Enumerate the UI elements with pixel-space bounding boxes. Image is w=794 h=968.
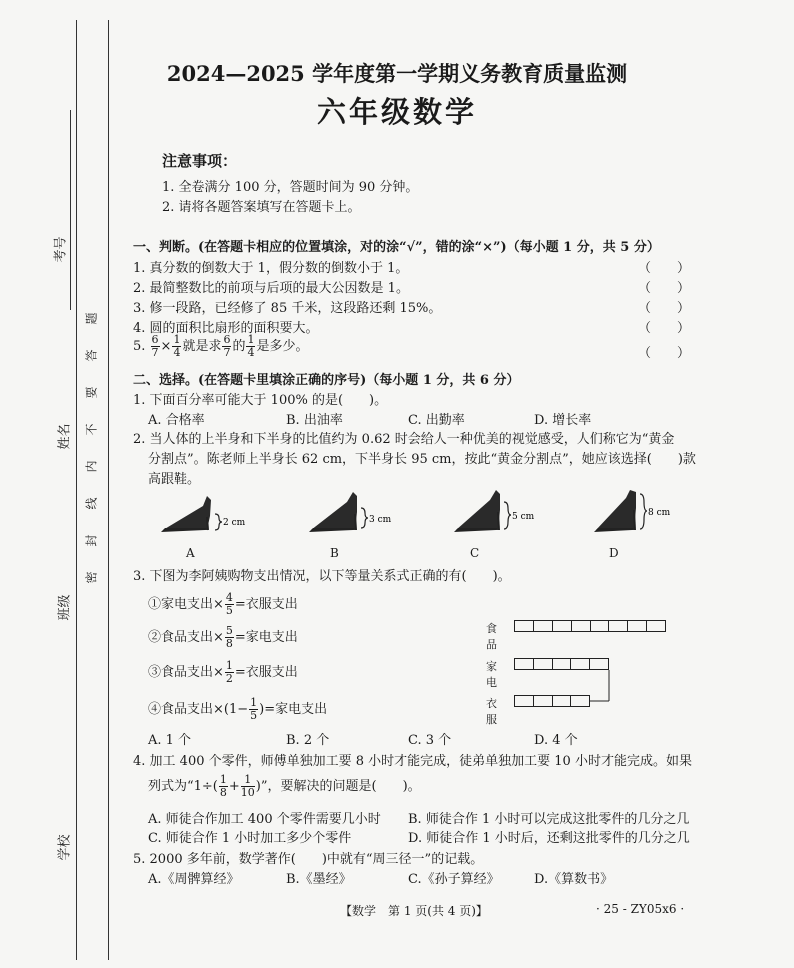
appliance-label: 家电 — [486, 660, 497, 689]
seal-char: 题 — [84, 312, 99, 325]
q2-line-1: 2. 当人体的上半身和下半身的比值约为 0.62 时会给人一种优美的视觉感受，人们称它为“黄金 — [133, 432, 675, 447]
seal-char: 线 — [84, 497, 99, 510]
relation-close: ) — [259, 702, 265, 717]
section2-heading: 二、选择。(在答题卡里填涂正确的序号)（每小题 1 分，共 6 分） — [133, 373, 520, 388]
q1-option-d: D. 增长率 — [534, 413, 592, 428]
q4-line-1: 4. 加工 400 个零件，师傅单独加工要 8 小时才能完成，徒弟单独加工要 10 小时才能完成。如果 — [133, 754, 692, 769]
shoe-height-label: 3 cm — [369, 515, 392, 525]
high-heel-shoe-d — [590, 488, 685, 536]
seal-char: 不 — [84, 423, 99, 436]
fraction-denominator: 4 — [173, 346, 181, 359]
q1-stem: 1. 下面百分率可能大于 100% 的是( )。 — [133, 393, 388, 408]
relation-text: ④食品支出× — [148, 702, 224, 717]
segment-unit — [628, 621, 647, 631]
fraction — [225, 625, 234, 650]
q1-option-b: B. 出油率 — [286, 413, 343, 428]
answer-paren: （ ） — [638, 281, 691, 296]
seal-line-text — [82, 300, 102, 596]
fraction-denominator: 8 — [219, 786, 227, 799]
fraction — [172, 334, 181, 359]
fraction-numerator: 1 — [173, 333, 181, 346]
dashed-guides — [486, 616, 626, 716]
subject-title: 六年级数学 — [316, 95, 477, 129]
clothes-label: 衣服 — [486, 697, 497, 726]
fraction — [249, 697, 258, 722]
q3-relation-1 — [148, 592, 298, 617]
seal-char: 要 — [84, 386, 99, 399]
q3-relation-2 — [148, 625, 298, 650]
relation-text: ③食品支出× — [148, 665, 224, 680]
seal-char: 答 — [84, 349, 99, 362]
q4-expr-pre: 列式为“1÷( — [148, 779, 218, 794]
shoe-label-d: D — [609, 546, 619, 560]
times-sign: × — [160, 339, 172, 354]
fraction-numerator: 1 — [241, 774, 255, 787]
fraction-numerator: 4 — [225, 591, 233, 604]
notice-item: 2. 请将各题答案填写在答题卡上。 — [162, 200, 361, 215]
q1-option-a: A. 合格率 — [148, 413, 205, 428]
q2-line-3: 高跟鞋。 — [148, 472, 201, 487]
q4-option-b: B. 师徒合作 1 小时可以完成这批零件的几分之几 — [408, 812, 690, 827]
fraction-numerator: 1 — [250, 696, 258, 709]
answer-paren: （ ） — [638, 301, 691, 316]
fraction-denominator: 7 — [151, 346, 159, 359]
seal-char: 封 — [84, 534, 99, 547]
shoe-height-label: 5 cm — [512, 512, 535, 522]
high-heel-shoe-a — [155, 490, 250, 538]
q3-option-a: A. 1 个 — [148, 733, 192, 748]
fraction-denominator: 8 — [225, 637, 233, 650]
plus-sign: + — [228, 779, 240, 794]
fraction — [225, 592, 234, 617]
judge-item-2: 2. 最简整数比的前项与后项的最大公因数是 1。 — [133, 281, 409, 296]
answer-paren: （ ） — [638, 346, 691, 361]
relation-rhs: =衣服支出 — [234, 665, 298, 680]
relation-text: ①家电支出× — [148, 597, 224, 612]
shoe-height-label: 2 cm — [223, 518, 246, 528]
judge-item-3: 3. 修一段路，已经修了 85 千米，这段路还剩 15%。 — [133, 301, 442, 316]
school-label: 学校 — [57, 834, 73, 861]
fraction-denominator: 5 — [225, 604, 233, 617]
fraction — [222, 334, 231, 359]
fraction — [246, 334, 255, 359]
seal-char: 密 — [84, 571, 99, 584]
fraction-numerator: 1 — [219, 773, 227, 786]
relation-rhs: =家电支出 — [234, 630, 298, 645]
seal-char: 内 — [84, 460, 99, 473]
q4-option-a: A. 师徒合作加工 400 个零件需要几小时 — [148, 812, 381, 827]
q5-option-a: A.《周髀算经》 — [148, 872, 240, 887]
item5-tail-text: 是多少。 — [256, 339, 309, 354]
exam-no-label: 考号 — [53, 236, 69, 263]
q4-expr-post: )”，要解决的问题是( )。 — [255, 779, 421, 794]
q4-line-2 — [148, 774, 421, 799]
notice-heading: 注意事项： — [162, 152, 238, 170]
judge-item-1: 1. 真分数的倒数大于 1，假分数的倒数小于 1。 — [133, 261, 409, 276]
shoe-label-a: A — [186, 546, 195, 560]
item5-mid-text: 就是求 — [182, 339, 222, 354]
q4-option-c: C. 师徒合作 1 小时加工多少个零件 — [148, 831, 352, 846]
page-footer: 【数学 第 1 页(共 4 页)】 — [340, 904, 488, 918]
q5-stem: 5. 2000 多年前，数学著作( )中就有“周三径一”的记载。 — [133, 852, 484, 867]
judge-item-4: 4. 圆的面积比扇形的面积要大。 — [133, 321, 319, 336]
fraction-numerator: 6 — [223, 333, 231, 346]
relation-rhs: =衣服支出 — [234, 597, 298, 612]
fraction-denominator: 10 — [240, 786, 255, 799]
answer-paren: （ ） — [638, 261, 691, 276]
item5-prefix: 5. — [133, 339, 146, 354]
food-label: 食品 — [486, 622, 497, 651]
relation-open: (1− — [223, 702, 249, 717]
fraction-numerator: 6 — [151, 333, 159, 346]
relation-text: ②食品支出× — [148, 630, 224, 645]
q3-stem: 3. 下图为李阿姨购物支出情况，以下等量关系式正确的有( )。 — [133, 569, 511, 584]
q5-option-d: D.《算数书》 — [534, 872, 614, 887]
fraction-denominator: 5 — [250, 709, 258, 722]
q3-relation-4 — [148, 697, 327, 722]
q1-option-c: C. 出勤率 — [408, 413, 465, 428]
exam-title: 2024—2025 学年度第一学期义务教育质量监测 — [166, 61, 628, 86]
high-heel-shoe-c — [450, 488, 545, 536]
q3-option-b: B. 2 个 — [286, 733, 330, 748]
q5-option-b: B.《墨经》 — [286, 872, 352, 887]
answer-paren: （ ） — [638, 321, 691, 336]
segment-unit — [647, 621, 665, 631]
notice-item: 1. 全卷满分 100 分，答题时间为 90 分钟。 — [162, 180, 419, 195]
fraction — [219, 774, 228, 799]
relation-rhs: =家电支出 — [264, 702, 328, 717]
shoe-label-c: C — [470, 546, 480, 560]
fraction-numerator: 1 — [225, 659, 233, 672]
binding-line-outer — [76, 20, 77, 960]
binding-line-inner — [108, 20, 109, 960]
item5-of-text: 的 — [232, 339, 246, 354]
fraction-numerator: 5 — [225, 624, 233, 637]
shoe-label-b: B — [330, 546, 339, 560]
paper-code: · 25 - ZY05x6 · — [596, 902, 685, 916]
q3-relation-3 — [148, 660, 298, 685]
name-label: 姓名 — [57, 423, 73, 450]
section1-heading: 一、判断。(在答题卡相应的位置填涂，对的涂“√”，错的涂“×”)（每小题 1 分，共 5 分） — [133, 240, 660, 255]
high-heel-shoe-b — [305, 488, 400, 536]
class-label: 班级 — [57, 594, 73, 621]
fraction — [151, 334, 160, 359]
q2-line-2: 分割点”。陈老师上半身长 62 cm，下半身长 95 cm，按此“黄金分割点”，她应该选择( )款 — [148, 452, 696, 467]
fraction — [225, 660, 234, 685]
q5-option-c: C.《孙子算经》 — [408, 872, 500, 887]
fraction — [241, 774, 255, 799]
q3-option-c: C. 3 个 — [408, 733, 452, 748]
fraction-numerator: 1 — [247, 333, 255, 346]
fraction-denominator: 2 — [225, 672, 233, 685]
judge-item-5 — [133, 334, 309, 359]
q3-option-d: D. 4 个 — [534, 733, 578, 748]
fraction-denominator: 7 — [223, 346, 231, 359]
shoe-height-label: 8 cm — [648, 508, 671, 518]
exam-no-underline — [70, 110, 71, 310]
q4-option-d: D. 师徒合作 1 小时后，还剩这批零件的几分之几 — [408, 831, 690, 846]
fraction-denominator: 4 — [247, 346, 255, 359]
